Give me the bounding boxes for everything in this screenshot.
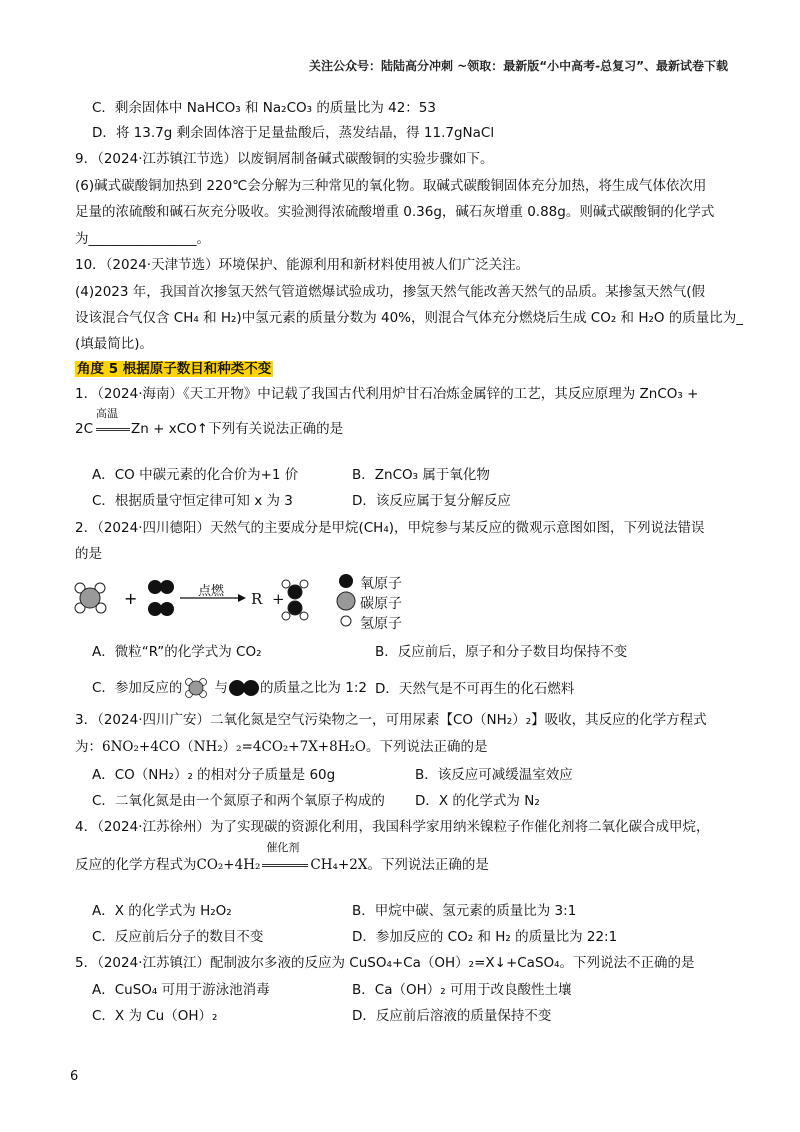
- equals-bar: [96, 428, 130, 431]
- question-2-stem-cont: 的是: [75, 546, 102, 562]
- condition-arrow: [96, 407, 128, 438]
- eq-reactants: CO₂+4H₂: [196, 857, 261, 873]
- question-4-option-c: C．反应前后分子的数目不变: [92, 929, 264, 945]
- eq-suffix: 。下列说法正确的是: [365, 739, 488, 755]
- condition-text: 高温: [96, 407, 119, 420]
- question-2-option-a: A．微粒“R”的化学式为 CO₂: [92, 644, 262, 660]
- question-4-option-b: B．甲烷中碳、氢元素的质量比为 3:1: [352, 903, 577, 919]
- reaction-condition: 点燃: [198, 584, 225, 599]
- eq-products: CH₄+2X: [310, 857, 368, 873]
- option-c: C．剩余固体中 NaHCO₃ 和 Na₂CO₃ 的质量比为 42：53: [92, 100, 436, 116]
- question-9-blank: 为________________。: [75, 231, 210, 247]
- reaction-arrowhead: [238, 594, 246, 602]
- question-1-option-a: A．CO 中碳元素的化合价为+1 价: [92, 467, 299, 483]
- question-10-answer-note: (填最简比)。: [75, 336, 154, 352]
- question-1-option-b: B．ZnCO₃ 属于氧化物: [352, 467, 490, 483]
- catalyst-text: 催化剂: [266, 841, 300, 854]
- plus-sign-2: +: [272, 590, 285, 608]
- question-5-stem: 5．（2024·江苏镇江）配制波尔多液的反应为 CuSO₄+Ca（OH）₂=X↓+CaSO₄。下列说法不正确的是: [75, 955, 695, 971]
- eq-prefix: 为：: [75, 739, 102, 755]
- question-3-option-b: B．该反应可减缓温室效应: [415, 767, 573, 783]
- oxygen-molecules: [148, 580, 174, 616]
- reaction-diagram: [68, 572, 408, 634]
- question-3-option-c: C．二氧化氮是由一个氮原子和两个氧原子构成的: [92, 793, 385, 809]
- methane-icon: [182, 677, 214, 699]
- page-number: 6: [70, 1069, 79, 1084]
- question-4-option-d: D．参加反应的 CO₂ 和 H₂ 的质量比为 22:1: [352, 929, 618, 945]
- option-d: D．将 13.7g 剩余固体溶于足量盐酸后，蒸发结晶，得 11.7gNaCl: [92, 125, 495, 141]
- option-c-mid: 与: [214, 680, 228, 696]
- legend-carbon: 碳原子: [360, 596, 402, 612]
- eq-formula: 6NO₂+4CO（NH₂）₂=4CO₂+7X+8H₂O: [102, 739, 366, 755]
- eq-reactant: 2C: [75, 421, 94, 437]
- eq-products: Zn + xCO↑下列有关说法正确的是: [131, 421, 344, 437]
- water-molecules: [282, 580, 308, 620]
- eq-prefix: 反应的化学方程式为: [75, 857, 197, 873]
- legend-symbols: [337, 574, 355, 626]
- question-9-part6: (6)碱式碳酸铜加热到 220℃会分解为三种常见的氧化物。取碱式碳酸铜固体充分加热，将生成气体依次用: [75, 178, 707, 194]
- plus-sign: +: [124, 589, 138, 608]
- option-c-pre: C．参加反应的: [92, 680, 183, 696]
- question-10-part4-cont: 设该混合气仅含 CH₄ 和 H₂)中氢元素的质量分数为 40%，则混合气体充分燃烧后生成 CO₂ 和 H₂O 的质量比为_: [75, 310, 744, 326]
- question-2-option-b: B．反应前后，原子和分子数目均保持不变: [375, 644, 628, 660]
- equals-bar: [262, 864, 308, 867]
- question-5-option-d: D．反应前后溶液的质量保持不变: [352, 1008, 552, 1024]
- section-heading: [75, 360, 273, 378]
- question-1-option-d: D．该反应属于复分解反应: [352, 493, 511, 509]
- page-header: 关注公众号：陆陆高分冲刺 ~领取：最新版“小中高考-总复习”、最新试卷下载: [309, 59, 728, 73]
- product-r: R: [251, 590, 263, 608]
- question-3-option-a: A．CO（NH₂）₂ 的相对分子质量是 60g: [92, 767, 336, 783]
- option-c-post: 的质量之比为 1:2: [259, 680, 367, 696]
- eq-suffix: 。下列说法正确的是: [367, 857, 489, 873]
- catalyst-arrow: [262, 841, 308, 874]
- question-3-equation: [75, 738, 487, 756]
- question-9-part6-cont: 足量的浓硫酸和碱石灰充分吸收。实验测得浓硫酸增重 0.36g，碱石灰增重 0.88g。则碱式碳酸铜的化学式: [75, 204, 715, 220]
- question-1-option-c: C．根据质量守恒定律可知 x 为 3: [92, 493, 293, 509]
- question-10: 10．（2024·天津节选）环境保护、能源利用和新材料使用被人们广泛关注。: [75, 257, 530, 273]
- question-2-option-d: D．天然气是不可再生的化石燃料: [375, 681, 575, 697]
- question-2-stem: 2．（2024·四川德阳）天然气的主要成分是甲烷(CH₄)，甲烷参与某反应的微观示意图如图，下列说法错误: [75, 520, 705, 536]
- question-2-option-c: [92, 677, 367, 699]
- question-4-equation: [75, 841, 489, 874]
- question-5-option-c: C．X 为 Cu（OH）₂: [92, 1008, 218, 1024]
- legend-hydrogen: 氢原子: [360, 616, 402, 632]
- section-heading-text: 角度 5 根据原子数目和种类不变: [77, 361, 272, 377]
- legend-oxygen: 氧原子: [360, 576, 402, 592]
- question-1-equation: [75, 407, 344, 438]
- methane-molecule: [75, 583, 106, 613]
- question-1-stem: 1．（2024·海南）《天工开物》中记载了我国古代利用炉甘石冶炼金属锌的工艺，其反应原理为 ZnCO₃ +: [75, 386, 699, 402]
- question-5-option-a: A．CuSO₄ 可用于游泳池消毒: [92, 982, 270, 998]
- oxygen-icon: [228, 678, 260, 698]
- question-4-option-a: A．X 的化学式为 H₂O₂: [92, 903, 232, 919]
- question-3-stem: 3．（2024·四川广安）二氧化氮是空气污染物之一，可用尿素【CO（NH₂）₂】吸收，其反应的化学方程式: [75, 712, 707, 728]
- question-4-stem: 4．（2024·江苏徐州）为了实现碳的资源化利用，我国科学家用纳米镍粒子作催化剂将二氧化碳合成甲烷，: [75, 819, 710, 835]
- question-3-option-d: D．X 的化学式为 N₂: [415, 793, 540, 809]
- question-10-part4: (4)2023 年，我国首次掺氢天然气管道燃爆试验成功，掺氢天然气能改善天然气的品质。某掺氢天然气(假: [75, 284, 706, 300]
- question-9: 9．（2024·江苏镇江节选）以废铜屑制备碱式碳酸铜的实验步骤如下。: [75, 151, 494, 167]
- question-5-option-b: B．Ca（OH）₂ 可用于改良酸性土壤: [352, 982, 572, 998]
